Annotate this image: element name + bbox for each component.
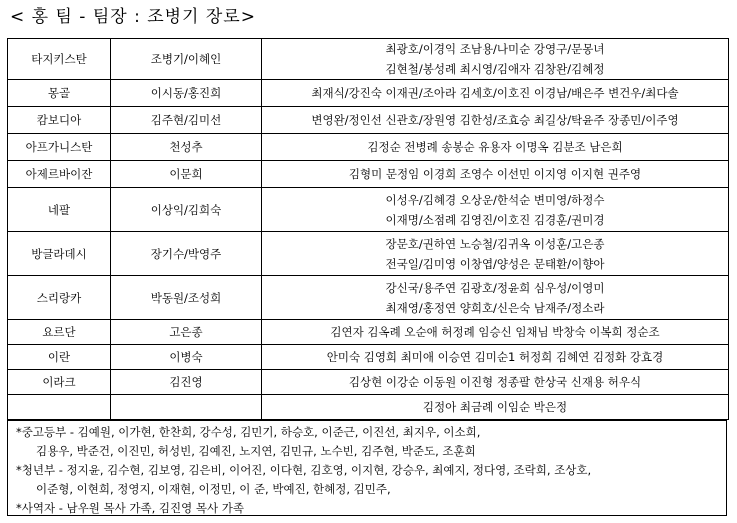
leader-cell: 이상익/김희숙 xyxy=(111,188,262,232)
member-line: 최재식/강진숙 이재권/조아라 김세호/이호진 이경남/배은주 변건우/최다솔 xyxy=(311,86,679,100)
country-cell: 이란 xyxy=(8,345,111,370)
table-row xyxy=(8,276,729,320)
leader-cell: 이병숙 xyxy=(111,345,262,370)
member-line: 김형미 문정임 이경희 조영수 이선민 이지영 이지현 권주영 xyxy=(348,167,642,181)
table-row xyxy=(8,161,729,188)
members-cell xyxy=(262,80,729,107)
member-line: 김현철/봉성례 최시영/김애자 김창완/김혜정 xyxy=(385,62,605,76)
member-line: 이성우/김혜경 오상운/한석순 변미영/하정수 xyxy=(385,192,605,207)
leader-cell: 김진영 xyxy=(111,370,262,395)
note-youth-line-2: 김용우, 박준건, 이진민, 허성빈, 김예진, 노지연, 김민규, 노수빈, 김주현, 박준도, 조훈희 xyxy=(36,444,476,458)
country-cell: 아프가니스탄 xyxy=(8,134,111,161)
member-line: 전국일/김미영 이창엽/양성은 문태환/이향아 xyxy=(385,256,605,271)
country-cell: 타지키스탄 xyxy=(8,39,111,80)
leader-cell: 이시동/홍진희 xyxy=(111,80,262,107)
members-cell xyxy=(262,395,729,420)
member-line: 이재명/소점례 김영진/이호진 김경훈/권미경 xyxy=(385,212,605,227)
members-cell xyxy=(262,232,729,276)
member-line: 김연자 김옥례 오순애 허정례 임승신 임채님 박창숙 이복희 정순조 xyxy=(330,325,660,339)
member-line: 장문호/권하연 노승철/김귀옥 이성훈/고은종 xyxy=(385,236,605,251)
table-row xyxy=(8,134,729,161)
members-cell xyxy=(262,107,729,134)
members-cell xyxy=(262,345,729,370)
member-line: 강신국/용주연 김광호/정윤희 심우성/이영미 xyxy=(385,280,605,295)
table-row xyxy=(8,80,729,107)
country-cell: 네팔 xyxy=(8,188,111,232)
team-table xyxy=(7,38,729,420)
members-cell xyxy=(262,370,729,395)
table-row xyxy=(8,232,729,276)
country-cell: 캄보디아 xyxy=(8,107,111,134)
members-cell xyxy=(262,134,729,161)
leader-cell xyxy=(111,395,262,420)
country-cell: 이라크 xyxy=(8,370,111,395)
members-cell xyxy=(262,161,729,188)
member-line: 김상현 이강순 이동원 이진형 정종팔 한상국 신재용 허우식 xyxy=(348,375,642,389)
member-line: 김정아 최금례 이임순 박은정 xyxy=(422,400,568,414)
leader-cell: 박동원/조성희 xyxy=(111,276,262,320)
table-row xyxy=(8,39,729,80)
country-cell: 방글라데시 xyxy=(8,232,111,276)
leader-cell: 고은종 xyxy=(111,320,262,345)
table-row xyxy=(8,395,729,420)
leader-cell: 장기수/박영주 xyxy=(111,232,262,276)
note-youth-line-1: *중고등부 - 김예원, 이가현, 한찬희, 강수성, 김민기, 하승호, 이준근, 이진선, 최지우, 이소희, xyxy=(16,425,481,439)
member-line: 최광호/이경익 조남용/나미순 강영구/문몽녀 xyxy=(385,42,605,56)
leader-cell: 이문희 xyxy=(111,161,262,188)
members-cell xyxy=(262,39,729,80)
note-young-adult-line-2: 이준형, 이현희, 정영지, 이재현, 이정민, 이 준, 박예진, 한혜정, 김민주, xyxy=(36,482,391,496)
page-title: < 홍 팀 - 팀장 : 조병기 장로> xyxy=(10,7,256,27)
table-row xyxy=(8,188,729,232)
members-cell xyxy=(262,188,729,232)
country-cell: 아제르바이잔 xyxy=(8,161,111,188)
member-line: 김정순 전병례 송봉순 유용자 이명옥 김분조 남은희 xyxy=(367,140,623,154)
table-row xyxy=(8,370,729,395)
member-line: 변영완/정인선 신관호/장원영 김한성/조효승 최길상/탁윤주 장종민/이주영 xyxy=(311,113,679,127)
country-cell: 스리랑카 xyxy=(8,276,111,320)
leader-cell: 조병기/이혜인 xyxy=(111,39,262,80)
country-cell xyxy=(8,395,111,420)
table-row xyxy=(8,107,729,134)
table-row xyxy=(8,320,729,345)
note-ministers-line: *사역자 - 남우원 목사 가족, 김진영 목사 가족 xyxy=(16,501,244,515)
note-young-adult-line-1: *청년부 - 정지윤, 김수현, 김보영, 김은비, 이어진, 이다현, 김호영, 이지현, 강승우, 최예지, 정다영, 조락희, 조상호, xyxy=(16,463,592,477)
members-cell xyxy=(262,276,729,320)
members-cell xyxy=(262,320,729,345)
country-cell: 몽골 xyxy=(8,80,111,107)
country-cell: 요르단 xyxy=(8,320,111,345)
member-line: 최재영/홍정연 양희호/신은숙 남재주/정소라 xyxy=(385,300,605,315)
team-table-body xyxy=(8,39,729,420)
table-row xyxy=(8,345,729,370)
notes-box xyxy=(7,420,727,516)
member-line: 안미숙 김영희 최미애 이승연 김미순1 허정희 김혜연 김정화 강효경 xyxy=(326,350,664,364)
leader-cell: 김주현/김미선 xyxy=(111,107,262,134)
leader-cell: 천성추 xyxy=(111,134,262,161)
